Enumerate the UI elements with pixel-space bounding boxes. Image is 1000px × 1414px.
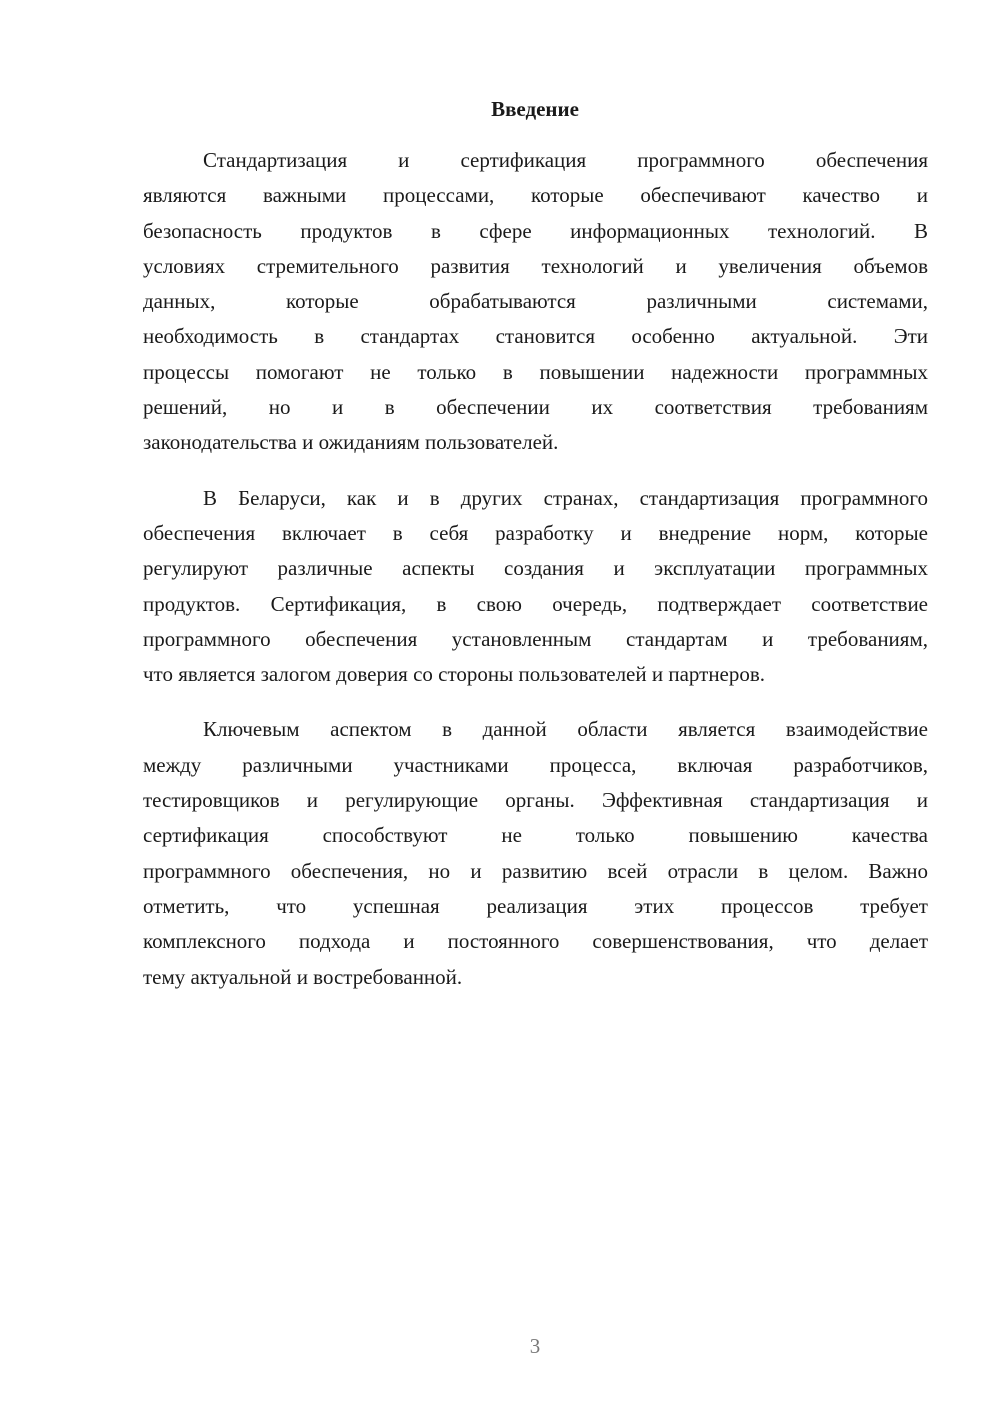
text-line: регулируют различные аспекты создания и эксплуатации программных <box>143 556 928 581</box>
document-body <box>143 143 928 1015</box>
text-line: В Беларуси, как и в других странах, стандартизация программного <box>203 485 928 510</box>
text-line: что является залогом доверия со стороны пользователей и партнеров. <box>143 662 766 687</box>
paragraph <box>143 481 928 693</box>
page-number: 3 <box>529 1334 541 1358</box>
page-title: Введение <box>491 97 579 121</box>
text-line: необходимость в стандартах становится особенно актуальной. Эти <box>143 324 928 349</box>
text-line: безопасность продуктов в сфере информационных технологий. В <box>143 218 928 243</box>
text-line: программного обеспечения, но и развитию всей отрасли в целом. Важно <box>143 858 928 883</box>
text-line: тестировщиков и регулирующие органы. Эффективная стандартизация и <box>143 788 928 813</box>
text-line: законодательства и ожиданиям пользователей. <box>143 430 559 455</box>
text-line: комплексного подхода и постоянного совершенствования, что делает <box>143 929 928 954</box>
text-line: обеспечения включает в себя разработку и внедрение норм, которые <box>143 520 928 545</box>
text-line: программного обеспечения установленным стандартам и требованиям, <box>143 626 928 651</box>
text-line: тему актуальной и востребованной. <box>143 964 463 989</box>
text-line: Ключевым аспектом в данной области является взаимодействие <box>203 717 928 742</box>
paragraph <box>143 712 928 994</box>
text-line: условиях стремительного развития технологий и увеличения объемов <box>143 253 928 278</box>
text-line: Стандартизация и сертификация программного обеспечения <box>203 148 928 172</box>
text-line: сертификация способствуют не только повышению качества <box>143 823 928 848</box>
paragraph <box>143 143 928 461</box>
text-line: продуктов. Сертификация, в свою очередь, подтверждает соответствие <box>143 591 928 616</box>
text-line: данных, которые обрабатываются различными системами, <box>143 289 928 314</box>
text-line: отметить, что успешная реализация этих процессов требует <box>143 893 928 918</box>
text-line: между различными участниками процесса, включая разработчиков, <box>143 752 928 777</box>
text-line: являются важными процессами, которые обеспечивают качество и <box>143 183 928 208</box>
text-line: решений, но и в обеспечении их соответствия требованиям <box>143 395 928 420</box>
text-line: процессы помогают не только в повышении надежности программных <box>143 359 928 384</box>
